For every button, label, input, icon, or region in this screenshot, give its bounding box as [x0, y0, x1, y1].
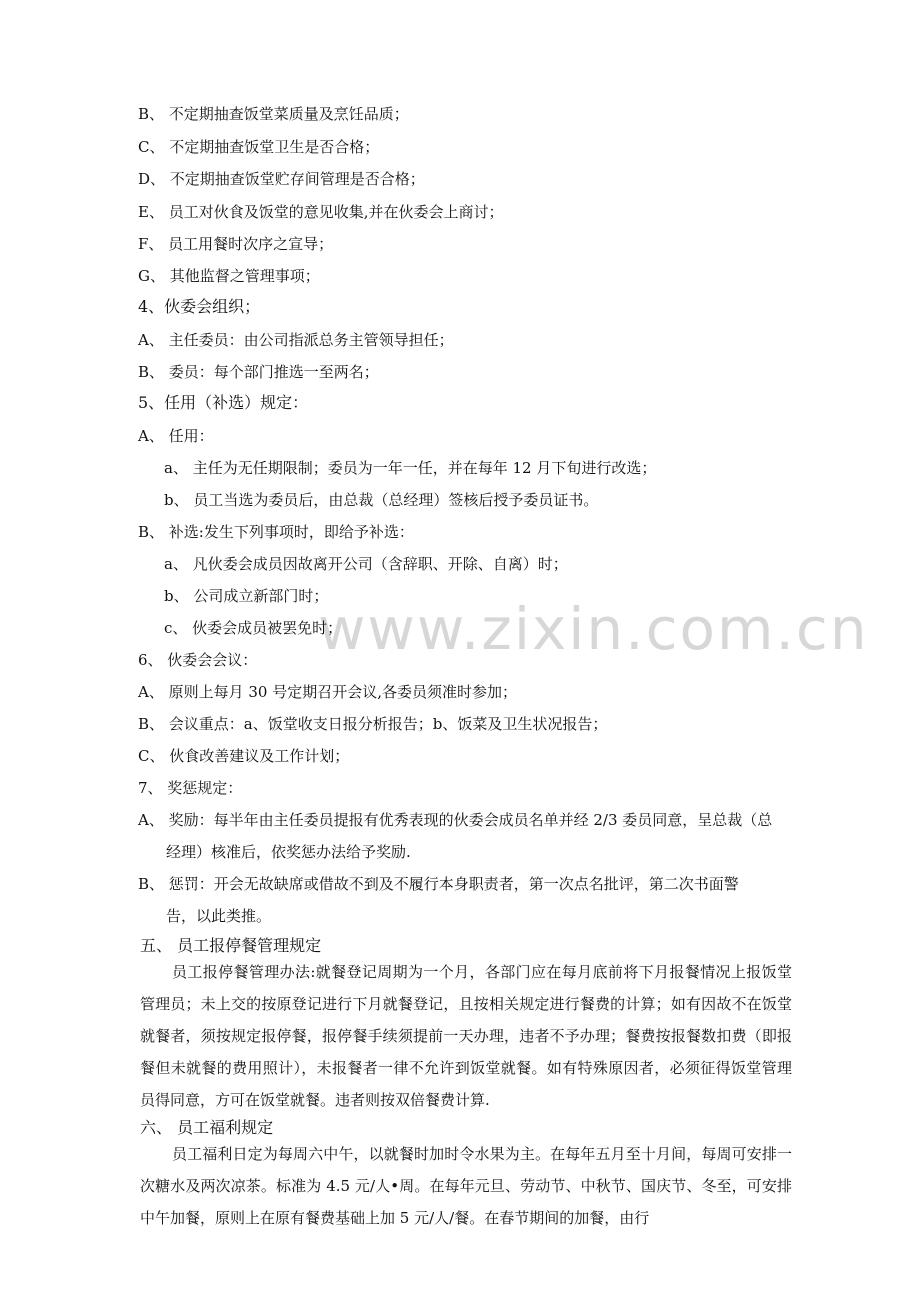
subitem-c-dismissal: c、 伙委会成员被罢免时；: [164, 619, 343, 637]
item-a-reward-line1: A、 奖励：每半年由主任委员提报有优秀表现的伙委会成员名单并经 2/3 委员同意，呈总裁（总: [138, 811, 773, 829]
watermark: www.zixin.com.cn: [318, 595, 869, 663]
item-b-check-dishes: B、 不定期抽查饭堂菜质量及烹饪品质；: [138, 105, 409, 123]
subitem-a-term: a、 主任为无任期限制；委员为一年一任，并在每年 12 月下旬进行改选；: [164, 459, 657, 477]
item-b-meeting-focus: B、 会议重点：a、饭堂收支日报分析报告；b、饭菜及卫生状况报告；: [138, 715, 608, 733]
item-a-chairman: A、 主任委员：由公司指派总务主管领导担任；: [138, 331, 454, 349]
item-c-check-hygiene: C、 不定期抽查饭堂卫生是否合格；: [138, 138, 380, 156]
item-a-reward-line2: 经理）核准后，依奖惩办法给予奖励.: [166, 843, 411, 861]
section-six-body: 员工福利日定为每周六中午，以就餐时加时令水果为主。在每年五月至十月间，每周可安排一次糖水及两次凉茶。标准为 4.5 元/人•周。在每年元旦、劳动节、中秋节、国庆节、冬至，可安排中午加餐，原则上在原有餐费基础上加 5 元/人/餐。在春节期间的加餐，由行: [140, 1145, 792, 1227]
section-7-heading: 7、 奖惩规定：: [138, 779, 243, 797]
subitem-b-new-department: b、 公司成立新部门时；: [164, 587, 329, 605]
item-a-appointment: A、 任用：: [138, 427, 214, 445]
item-a-monthly-meeting: A、 原则上每月 30 号定期召开会议,各委员须准时参加；: [138, 683, 517, 701]
item-b-members: B、 委员：每个部门推选一至两名；: [138, 363, 379, 381]
item-b-penalty-line1: B、 惩罚：开会无故缺席或借故不到及不履行本身职责者，第一次点名批评，第二次书面警: [138, 875, 739, 893]
section-six-title: 六、 员工福利规定: [140, 1118, 274, 1137]
item-f-order: F、 员工用餐时次序之宣导；: [138, 235, 334, 253]
item-g-other: G、 其他监督之管理事项；: [138, 267, 320, 285]
section-five-body: 员工报停餐管理办法:就餐登记周期为一个月，各部门应在每月底前将下月报餐情况上报饭堂管理员；未上交的按原登记进行下月就餐登记，且按相关规定进行餐费的计算；如有因故不在饭堂就餐者，须按规定报停餐，报停餐手续须提前一天办理，违者不予办理；餐费按报餐数扣费（即报餐但未就餐的费用照计），未报餐者一律不允许到饭堂就餐。如有特殊原因者，必须征得饭堂管理员得同意，方可在饭堂就餐。违者则按双倍餐费计算.: [140, 963, 792, 1109]
subitem-b-certificate: b、 员工当选为委员后，由总裁（总经理）签核后授予委员证书。: [164, 491, 599, 509]
item-c-improvement: C、 伙食改善建议及工作计划；: [138, 747, 350, 765]
item-d-check-storage: D、 不定期抽查饭堂贮存间管理是否合格；: [138, 170, 425, 188]
section-6-heading: 6、 伙委会会议：: [138, 651, 258, 669]
section-five-title: 五、 员工报停餐管理规定: [140, 936, 322, 955]
item-b-penalty-line2: 告，以此类推。: [166, 907, 272, 925]
subitem-a-leaving: a、 凡伙委会成员因故离开公司（含辞职、开除、自离）时；: [164, 555, 568, 573]
item-e-feedback: E、 员工对伙食及饭堂的意见收集,并在伙委会上商讨；: [138, 203, 504, 221]
item-b-by-election: B、 补选:发生下列事项时，即给予补选：: [138, 523, 414, 541]
section-4-heading: 4、伙委会组织；: [138, 297, 261, 316]
section-5-heading: 5、任用（补选）规定：: [138, 393, 309, 412]
